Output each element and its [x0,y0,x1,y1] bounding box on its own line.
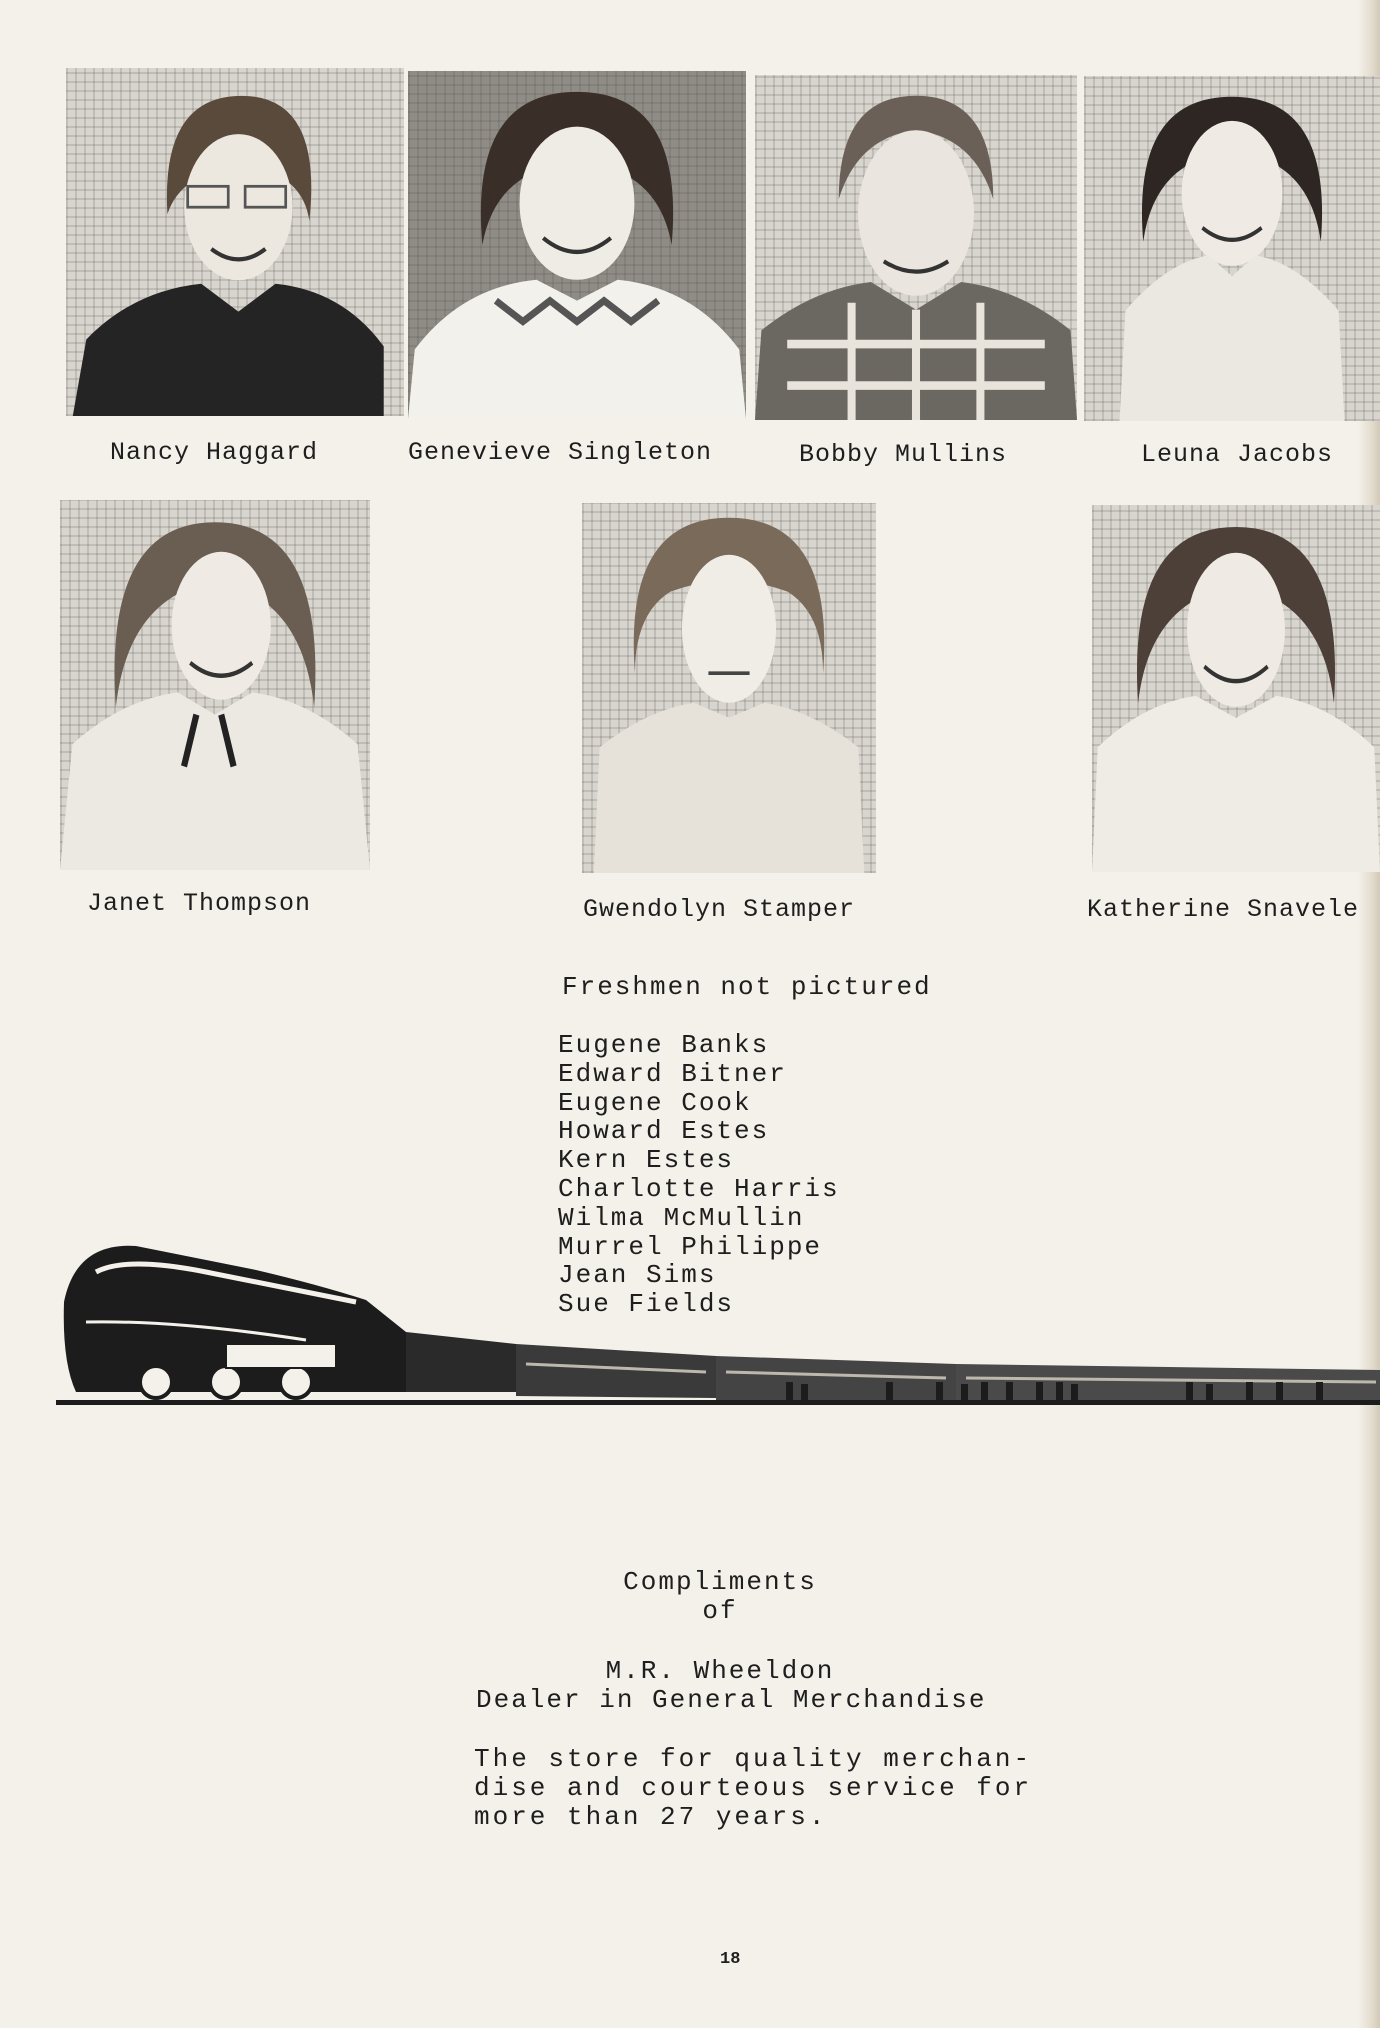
portrait-caption-3: Bobby Mullins [799,440,1008,469]
train-illustration [56,1232,1380,1412]
not-pictured-heading: Freshmen not pictured [562,972,932,1002]
ad-of: of [702,1596,738,1626]
list-item: Edward Bitner [558,1058,787,1089]
list-item: Jean Sims [558,1260,717,1291]
portrait-caption-6: Gwendolyn Stamper [583,895,856,924]
portrait-caption-1: Nancy Haggard [110,438,319,467]
portrait-photo-4 [1084,76,1380,421]
list-item: Sue Fields [558,1289,735,1320]
portrait-photo-5 [60,500,370,870]
list-item: Wilma McMullin [558,1202,805,1233]
portrait-photo-3 [755,75,1077,420]
ad-tagline-line-2: dise and courteous service for [474,1773,1033,1803]
list-item: Eugene Banks [558,1030,770,1060]
portrait-caption-5: Janet Thompson [87,889,312,918]
list-item: Howard Estes [558,1116,770,1147]
portrait-photo-2 [408,71,746,419]
list-item: Eugene Cook [558,1087,752,1118]
ad-sponsor-name: M.R. Wheeldon [605,1656,835,1686]
ad-tagline-line-1: The store for quality merchan- [474,1744,1033,1774]
list-item: Charlotte Harris [558,1173,840,1204]
list-item: Murrel Philippe [558,1231,823,1262]
portrait-photo-1 [66,68,404,416]
portrait-photo-7 [1092,505,1380,872]
page-number: 18 [720,1950,741,1969]
portrait-photo-6 [582,503,876,873]
portrait-caption-4: Leuna Jacobs [1141,440,1334,469]
portrait-caption-2: Genevieve Singleton [408,438,713,467]
ad-tagline-line-3: more than 27 years. [474,1802,828,1832]
portrait-caption-7: Katherine Snavele [1087,895,1360,924]
ad-business: Dealer in General Merchandise [476,1685,987,1715]
list-item: Kern Estes [558,1145,735,1176]
ad-compliments: Compliments [623,1567,817,1597]
